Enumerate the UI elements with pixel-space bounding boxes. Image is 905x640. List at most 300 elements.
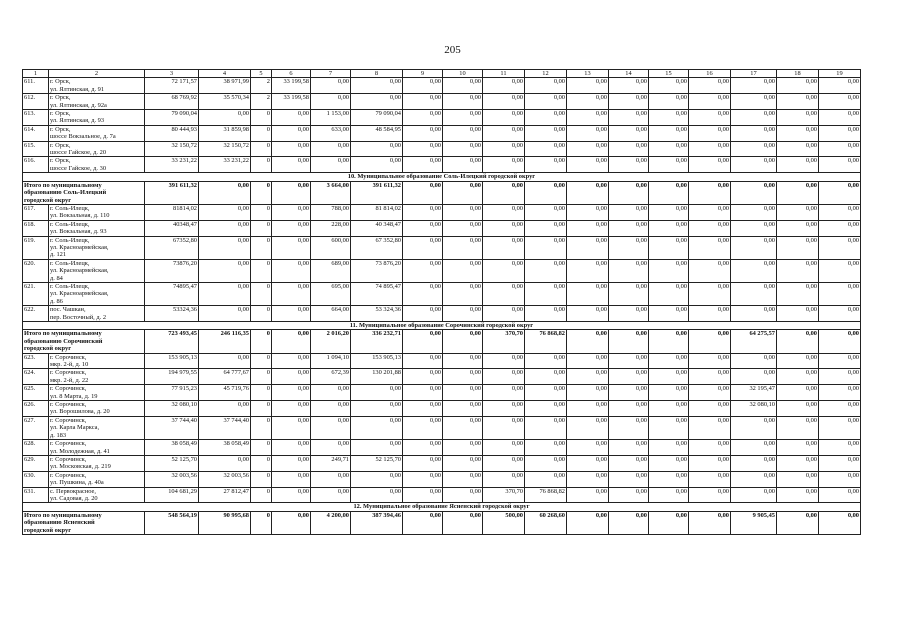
address-cell: г. Орск, шоссе Гайское, д. 30 <box>49 157 145 173</box>
value-cell: 0,00 <box>689 353 731 369</box>
column-number-cell: 16 <box>689 70 731 78</box>
value-cell: 0,00 <box>483 282 525 305</box>
value-cell: 68 769,92 <box>145 94 199 110</box>
value-cell: 0,00 <box>525 369 567 385</box>
value-cell: 0,00 <box>525 440 567 456</box>
value-cell: 0,00 <box>525 157 567 173</box>
value-cell: 0,00 <box>819 369 861 385</box>
value-cell: 0,00 <box>609 369 649 385</box>
value-cell: 0,00 <box>609 125 649 141</box>
value-cell: 0 <box>251 455 272 471</box>
value-cell: 73876,20 <box>145 259 199 282</box>
capital-repair-table <box>22 69 861 535</box>
value-cell: 0,00 <box>777 110 819 126</box>
table-row <box>23 401 861 417</box>
value-cell: 0,00 <box>777 416 819 439</box>
value-cell: 0,00 <box>649 78 689 94</box>
value-cell: 0,00 <box>689 416 731 439</box>
value-cell: 32 003,56 <box>199 471 251 487</box>
value-cell: 0 <box>251 110 272 126</box>
row-number: 627. <box>23 416 49 439</box>
value-cell: 0 <box>251 204 272 220</box>
row-number: 616. <box>23 157 49 173</box>
value-cell: 0,00 <box>483 259 525 282</box>
value-cell: 0,00 <box>567 401 609 417</box>
column-number-cell: 11 <box>483 70 525 78</box>
value-cell: 38 058,49 <box>145 440 199 456</box>
value-cell: 0,00 <box>609 282 649 305</box>
value-cell: 0,00 <box>483 220 525 236</box>
value-cell: 0,00 <box>199 236 251 259</box>
row-number: 613. <box>23 110 49 126</box>
value-cell: 0,00 <box>403 125 443 141</box>
page-number: 205 <box>444 44 461 56</box>
table-row <box>23 282 861 305</box>
value-cell: 0,00 <box>199 220 251 236</box>
value-cell: 0,00 <box>649 511 689 534</box>
value-cell: 0,00 <box>649 94 689 110</box>
value-cell: 0,00 <box>483 94 525 110</box>
value-cell: 0,00 <box>272 157 311 173</box>
value-cell: 0,00 <box>819 385 861 401</box>
value-cell: 0,00 <box>483 157 525 173</box>
value-cell: 0,00 <box>777 236 819 259</box>
value-cell: 0,00 <box>443 369 483 385</box>
value-cell: 0,00 <box>443 416 483 439</box>
value-cell: 0,00 <box>567 259 609 282</box>
value-cell: 32 150,72 <box>199 141 251 157</box>
value-cell: 0,00 <box>567 487 609 503</box>
table-row <box>23 455 861 471</box>
value-cell: 0,00 <box>351 440 403 456</box>
row-number: 612. <box>23 94 49 110</box>
value-cell: 600,00 <box>311 236 351 259</box>
table-row <box>23 416 861 439</box>
value-cell: 0,00 <box>525 125 567 141</box>
value-cell: 40 348,47 <box>351 220 403 236</box>
value-cell: 33 231,22 <box>145 157 199 173</box>
value-cell: 38 058,49 <box>199 440 251 456</box>
value-cell: 0,00 <box>649 487 689 503</box>
value-cell: 0,00 <box>689 204 731 220</box>
value-cell: 52 125,70 <box>145 455 199 471</box>
value-cell: 0,00 <box>649 385 689 401</box>
value-cell: 0,00 <box>525 204 567 220</box>
row-number: 611. <box>23 78 49 94</box>
value-cell: 0,00 <box>443 157 483 173</box>
value-cell: 0,00 <box>403 385 443 401</box>
value-cell: 387 394,46 <box>351 511 403 534</box>
value-cell: 0,00 <box>483 385 525 401</box>
value-cell: 0,00 <box>777 259 819 282</box>
value-cell: 38 971,99 <box>199 78 251 94</box>
value-cell: 0,00 <box>649 369 689 385</box>
value-cell: 0 <box>251 125 272 141</box>
value-cell: 0,00 <box>525 94 567 110</box>
value-cell: 0,00 <box>819 259 861 282</box>
value-cell: 0,00 <box>649 204 689 220</box>
value-cell: 33 199,58 <box>272 94 311 110</box>
value-cell: 0,00 <box>649 330 689 353</box>
value-cell: 0,00 <box>609 401 649 417</box>
value-cell: 0,00 <box>777 401 819 417</box>
value-cell: 0,00 <box>609 416 649 439</box>
value-cell: 130 201,88 <box>351 369 403 385</box>
table-row <box>23 306 861 322</box>
value-cell: 0,00 <box>777 511 819 534</box>
value-cell: 31 859,98 <box>199 125 251 141</box>
value-cell: 0,00 <box>483 401 525 417</box>
value-cell: 0,00 <box>272 440 311 456</box>
value-cell: 0,00 <box>777 125 819 141</box>
value-cell: 0,00 <box>609 487 649 503</box>
value-cell: 0,00 <box>403 455 443 471</box>
row-number: 631. <box>23 487 49 503</box>
table-row <box>23 385 861 401</box>
table-row <box>23 125 861 141</box>
value-cell: 0,00 <box>689 181 731 204</box>
value-cell: 52 125,70 <box>351 455 403 471</box>
column-number-cell: 5 <box>251 70 272 78</box>
value-cell: 0,00 <box>819 416 861 439</box>
value-cell: 0,00 <box>525 236 567 259</box>
value-cell: 0,00 <box>689 440 731 456</box>
value-cell: 0,00 <box>731 110 777 126</box>
value-cell: 0,00 <box>567 110 609 126</box>
value-cell: 788,00 <box>311 204 351 220</box>
section-header-row <box>23 173 861 181</box>
value-cell: 0,00 <box>311 416 351 439</box>
value-cell: 0 <box>251 330 272 353</box>
section-title: 12. Муниципальное образование Ясненский городской округ <box>23 503 861 511</box>
column-number-cell: 9 <box>403 70 443 78</box>
value-cell: 0,00 <box>443 440 483 456</box>
address-cell: г. Сорочинск, ул. Пушкина, д. 40а <box>49 471 145 487</box>
value-cell: 0,00 <box>199 282 251 305</box>
value-cell: 53 324,36 <box>351 306 403 322</box>
value-cell: 0,00 <box>777 141 819 157</box>
value-cell: 0,00 <box>351 385 403 401</box>
value-cell: 0,00 <box>819 157 861 173</box>
value-cell: 0,00 <box>567 369 609 385</box>
value-cell: 32 080,10 <box>145 401 199 417</box>
value-cell: 0,00 <box>272 141 311 157</box>
value-cell: 664,00 <box>311 306 351 322</box>
table-row <box>23 259 861 282</box>
value-cell: 0,00 <box>272 416 311 439</box>
value-cell: 0,00 <box>443 401 483 417</box>
value-cell: 0,00 <box>609 157 649 173</box>
value-cell: 0,00 <box>609 94 649 110</box>
value-cell: 0,00 <box>689 487 731 503</box>
value-cell: 80 444,93 <box>145 125 199 141</box>
value-cell: 0,00 <box>525 455 567 471</box>
value-cell: 45 719,76 <box>199 385 251 401</box>
value-cell: 0,00 <box>403 353 443 369</box>
value-cell: 0,00 <box>819 282 861 305</box>
row-number: 623. <box>23 353 49 369</box>
value-cell: 0,00 <box>525 78 567 94</box>
table-row <box>23 353 861 369</box>
value-cell: 0,00 <box>443 204 483 220</box>
column-number-cell: 4 <box>199 70 251 78</box>
row-number: 629. <box>23 455 49 471</box>
value-cell: 0,00 <box>567 440 609 456</box>
value-cell: 0,00 <box>819 487 861 503</box>
value-cell: 0,00 <box>311 94 351 110</box>
address-cell: г. Сорочинск, мкр. 2-й, д. 10 <box>49 353 145 369</box>
value-cell: 0,00 <box>403 416 443 439</box>
value-cell: 0,00 <box>731 440 777 456</box>
value-cell: 0,00 <box>443 259 483 282</box>
address-cell: г. Сорочинск, мкр. 2-й, д. 22 <box>49 369 145 385</box>
address-cell: г. Орск, ул. Ялтинская, д. 93 <box>49 110 145 126</box>
value-cell: 0,00 <box>525 416 567 439</box>
value-cell: 0,00 <box>351 401 403 417</box>
value-cell: 0,00 <box>525 259 567 282</box>
value-cell: 0,00 <box>483 369 525 385</box>
column-number-cell: 19 <box>819 70 861 78</box>
value-cell: 0,00 <box>777 282 819 305</box>
column-number-row <box>23 70 861 78</box>
value-cell: 153 905,13 <box>145 353 199 369</box>
table-row <box>23 141 861 157</box>
value-cell: 33 199,58 <box>272 78 311 94</box>
value-cell: 0,00 <box>199 110 251 126</box>
value-cell: 0,00 <box>731 471 777 487</box>
table-row <box>23 110 861 126</box>
value-cell: 0,00 <box>311 487 351 503</box>
value-cell: 0,00 <box>483 455 525 471</box>
table-row <box>23 369 861 385</box>
value-cell: 0,00 <box>649 282 689 305</box>
value-cell: 0,00 <box>272 369 311 385</box>
value-cell: 0,00 <box>483 236 525 259</box>
value-cell: 0,00 <box>819 220 861 236</box>
value-cell: 33 231,22 <box>199 157 251 173</box>
value-cell: 0,00 <box>403 306 443 322</box>
value-cell: 0,00 <box>609 78 649 94</box>
value-cell: 0,00 <box>731 181 777 204</box>
value-cell: 0,00 <box>525 471 567 487</box>
value-cell: 0,00 <box>483 204 525 220</box>
value-cell: 0,00 <box>403 369 443 385</box>
value-cell: 0,00 <box>689 306 731 322</box>
value-cell: 633,00 <box>311 125 351 141</box>
column-number-cell: 14 <box>609 70 649 78</box>
value-cell: 0,00 <box>272 220 311 236</box>
value-cell: 0,00 <box>525 141 567 157</box>
value-cell: 0 <box>251 385 272 401</box>
value-cell: 723 493,45 <box>145 330 199 353</box>
value-cell: 0,00 <box>819 306 861 322</box>
value-cell: 0,00 <box>567 204 609 220</box>
value-cell: 0,00 <box>443 282 483 305</box>
total-label: Итого по муниципальному образованию Ясненский городской округ <box>23 511 145 534</box>
value-cell: 67 352,80 <box>351 236 403 259</box>
value-cell: 0,00 <box>272 259 311 282</box>
value-cell: 0,00 <box>443 330 483 353</box>
value-cell: 0,00 <box>483 440 525 456</box>
total-label: Итого по муниципальному образованию Соль-Илецкий городской округ <box>23 181 145 204</box>
column-number-cell: 2 <box>49 70 145 78</box>
row-number: 625. <box>23 385 49 401</box>
row-number: 621. <box>23 282 49 305</box>
value-cell: 0,00 <box>777 220 819 236</box>
value-cell: 2 <box>251 94 272 110</box>
value-cell: 0,00 <box>272 487 311 503</box>
value-cell: 500,00 <box>483 511 525 534</box>
value-cell: 0,00 <box>403 220 443 236</box>
value-cell: 0,00 <box>567 282 609 305</box>
row-number: 620. <box>23 259 49 282</box>
value-cell: 0,00 <box>649 181 689 204</box>
value-cell: 0 <box>251 487 272 503</box>
value-cell: 32 003,56 <box>145 471 199 487</box>
value-cell: 0,00 <box>649 141 689 157</box>
value-cell: 0 <box>251 141 272 157</box>
value-cell: 0,00 <box>609 220 649 236</box>
value-cell: 0,00 <box>819 401 861 417</box>
value-cell: 0,00 <box>689 385 731 401</box>
table-row <box>23 236 861 259</box>
value-cell: 0,00 <box>609 353 649 369</box>
value-cell: 0,00 <box>649 125 689 141</box>
value-cell: 0,00 <box>689 78 731 94</box>
table-row <box>23 157 861 173</box>
value-cell: 0,00 <box>777 94 819 110</box>
value-cell: 0,00 <box>649 416 689 439</box>
value-cell: 0,00 <box>272 455 311 471</box>
value-cell: 0,00 <box>567 353 609 369</box>
value-cell: 0,00 <box>311 385 351 401</box>
value-cell: 0,00 <box>689 157 731 173</box>
column-number-cell: 15 <box>649 70 689 78</box>
value-cell: 0 <box>251 157 272 173</box>
value-cell: 0,00 <box>483 141 525 157</box>
value-cell: 0,00 <box>351 416 403 439</box>
value-cell: 0,00 <box>272 306 311 322</box>
value-cell: 0,00 <box>567 78 609 94</box>
value-cell: 0,00 <box>731 306 777 322</box>
value-cell: 60 268,60 <box>525 511 567 534</box>
value-cell: 0,00 <box>567 330 609 353</box>
address-cell: г. Соль-Илецк, ул. Вокзальная, д. 93 <box>49 220 145 236</box>
value-cell: 0,00 <box>689 141 731 157</box>
value-cell: 0,00 <box>649 401 689 417</box>
value-cell: 391 611,32 <box>351 181 403 204</box>
value-cell: 0,00 <box>272 353 311 369</box>
value-cell: 0,00 <box>689 369 731 385</box>
value-cell: 74 895,47 <box>351 282 403 305</box>
value-cell: 0,00 <box>689 220 731 236</box>
address-cell: г. Соль-Илецк, ул. Вокзальная, д. 110 <box>49 204 145 220</box>
value-cell: 0,00 <box>199 353 251 369</box>
address-cell: г. Сорочинск, ул. 8 Марта, д. 19 <box>49 385 145 401</box>
value-cell: 0,00 <box>609 385 649 401</box>
value-cell: 0,00 <box>777 455 819 471</box>
value-cell: 74895,47 <box>145 282 199 305</box>
address-cell: г. Соль-Илецк, ул. Красноармейская, д. 86 <box>49 282 145 305</box>
value-cell: 0,00 <box>777 471 819 487</box>
value-cell: 0,00 <box>731 157 777 173</box>
value-cell: 0 <box>251 306 272 322</box>
value-cell: 0,00 <box>819 353 861 369</box>
value-cell: 0,00 <box>731 282 777 305</box>
value-cell: 0,00 <box>819 455 861 471</box>
value-cell: 0,00 <box>649 110 689 126</box>
value-cell: 194 979,55 <box>145 369 199 385</box>
value-cell: 0,00 <box>649 259 689 282</box>
value-cell: 0,00 <box>731 94 777 110</box>
value-cell: 72 171,57 <box>145 78 199 94</box>
column-number-cell: 10 <box>443 70 483 78</box>
value-cell: 0,00 <box>483 416 525 439</box>
value-cell: 0,00 <box>403 110 443 126</box>
value-cell: 0,00 <box>731 125 777 141</box>
value-cell: 0,00 <box>609 440 649 456</box>
value-cell: 246 116,35 <box>199 330 251 353</box>
value-cell: 0,00 <box>199 181 251 204</box>
table-row <box>23 440 861 456</box>
value-cell: 40348,47 <box>145 220 199 236</box>
table-row <box>23 78 861 94</box>
value-cell: 0,00 <box>649 220 689 236</box>
value-cell: 0,00 <box>731 416 777 439</box>
value-cell: 0,00 <box>272 385 311 401</box>
row-number: 622. <box>23 306 49 322</box>
value-cell: 0 <box>251 181 272 204</box>
value-cell: 0,00 <box>403 259 443 282</box>
value-cell: 81 814,02 <box>351 204 403 220</box>
column-number-cell: 12 <box>525 70 567 78</box>
value-cell: 0,00 <box>567 385 609 401</box>
value-cell: 0,00 <box>272 401 311 417</box>
value-cell: 0,00 <box>689 282 731 305</box>
value-cell: 81814,02 <box>145 204 199 220</box>
value-cell: 0,00 <box>777 78 819 94</box>
value-cell: 0,00 <box>649 157 689 173</box>
value-cell: 0,00 <box>777 204 819 220</box>
value-cell: 0,00 <box>443 181 483 204</box>
value-cell: 0,00 <box>199 455 251 471</box>
value-cell: 0,00 <box>567 181 609 204</box>
value-cell: 0,00 <box>777 487 819 503</box>
value-cell: 0,00 <box>403 330 443 353</box>
value-cell: 0,00 <box>649 440 689 456</box>
value-cell: 0,00 <box>609 110 649 126</box>
value-cell: 0,00 <box>777 369 819 385</box>
address-cell: г. Соль-Илецк, ул. Красноармейская, д. 121 <box>49 236 145 259</box>
value-cell: 0,00 <box>689 471 731 487</box>
value-cell: 0,00 <box>403 401 443 417</box>
address-cell: г. Сорочинск, ул. Московская, д. 219 <box>49 455 145 471</box>
value-cell: 0,00 <box>567 416 609 439</box>
value-cell: 0,00 <box>199 401 251 417</box>
value-cell: 32 150,72 <box>145 141 199 157</box>
value-cell: 0,00 <box>777 353 819 369</box>
value-cell: 336 232,71 <box>351 330 403 353</box>
value-cell: 37 744,40 <box>145 416 199 439</box>
value-cell: 0 <box>251 401 272 417</box>
value-cell: 0,00 <box>443 141 483 157</box>
value-cell: 0,00 <box>525 282 567 305</box>
row-number: 630. <box>23 471 49 487</box>
value-cell: 689,00 <box>311 259 351 282</box>
column-number-cell: 6 <box>272 70 311 78</box>
value-cell: 0,00 <box>819 471 861 487</box>
value-cell: 0,00 <box>689 401 731 417</box>
